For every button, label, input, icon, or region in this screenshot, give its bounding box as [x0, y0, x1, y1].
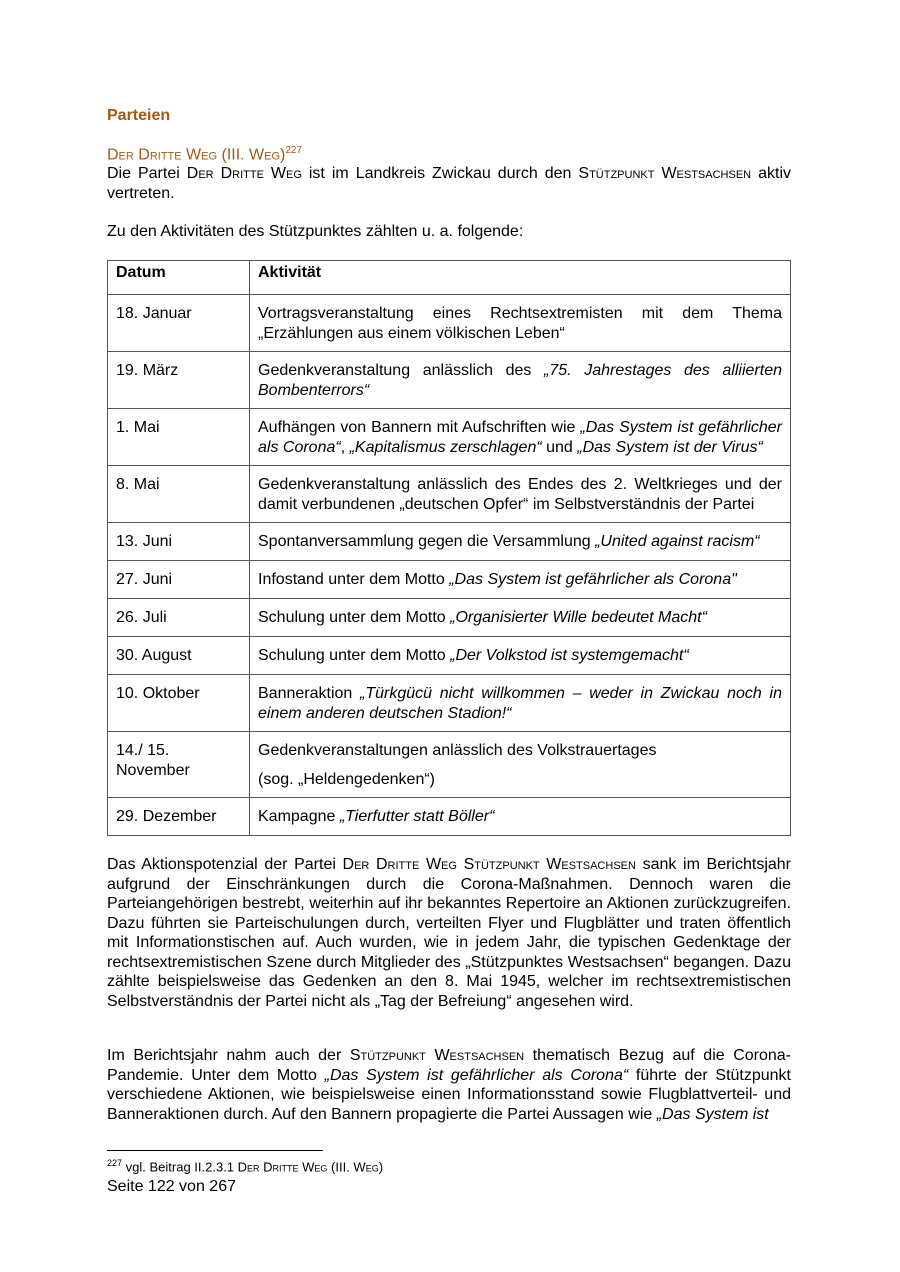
row-activity: Gedenkveranstaltung anlässlich des „75. Jahrestages des alliierten Bombenterrors“ — [250, 352, 791, 409]
header-date: Datum — [108, 261, 250, 295]
row-date: 29. Dezember — [108, 798, 250, 836]
footnote-party-name: Der Dritte Weg (III. Weg) — [237, 1159, 384, 1175]
table-row — [108, 466, 791, 523]
para2-text-2: thematisch Bezug auf die Corona-Pandemie. Unter dem Motto — [107, 1047, 791, 1084]
activities-table — [107, 260, 791, 836]
row-date: 27. Juni — [108, 561, 250, 599]
table-row — [108, 637, 791, 675]
table-row — [108, 352, 791, 409]
section-title: Parteien — [107, 107, 171, 124]
row-activity: Gedenkveranstaltungen anlässlich des Volkstrauertages (sog. „Heldengedenken“) — [250, 732, 791, 798]
table-row — [108, 732, 791, 798]
row-date: 30. August — [108, 637, 250, 675]
table-row — [108, 798, 791, 836]
row-activity: Banneraktion „Türkgücü nicht willkommen – weder in Zwickau noch in einem anderen deutschen Stadion!“ — [250, 675, 791, 732]
table-row — [108, 523, 791, 561]
row-activity: Vortragsveranstaltung eines Rechtsextremisten mit dem Thema „Erzählungen aus einem völkischen Leben“ — [250, 295, 791, 352]
para2-motto: „Das System ist gefährlicher als Corona“ — [324, 1066, 629, 1084]
row-date: 14./ 15. November — [108, 732, 250, 798]
footnote-divider — [107, 1150, 323, 1151]
body-paragraph-2 — [107, 1046, 791, 1124]
party-subtitle-text: Der Dritte Weg (III. Weg) — [107, 146, 286, 164]
table-row — [108, 599, 791, 637]
para1-text-2: sank im Berichtsjahr aufgrund der Einschränkungen durch die Corona-Maßnahmen. Dennoch waren die Parteiangehörigen bestrebt, weiterhin auf ihr bekanntes Repertoire an Aktionen zurückzugreifen. Dazu führten sie Parteischulungen durch, verteilten Flyer und Flugblätter und traten öffentlich mit Informationstischen auf. Auch wurden, wie in jedem Jahr, die typischen Gedenktage der rechtsextremistischen Szene durch Mitglieder des „Stützpunktes Westsachsen“ begangen. Dazu zählte beispielsweise das Gedenken an den 8. Mai 1945, welcher im rechtsextremistischen Selbstverständnis der Partei nicht als „Tag der Befreiung“ angesehen wird. — [107, 856, 791, 1010]
row-date: 13. Juni — [108, 523, 250, 561]
para2-text-3: führte der Stützpunkt verschiedene Aktionen, wie beispielsweise einen Informationsstand sowie Flugblattverteil- und Banneraktionen durch. Auf den Bannern propagierte die Partei Aussagen wie — [107, 1066, 791, 1123]
footnote-number: 227 — [107, 1158, 123, 1168]
para1-party-name: Der Dritte Weg Stützpunkt Westsachsen — [342, 856, 636, 873]
intro-text-3: aktiv vertreten. — [107, 165, 792, 202]
footnote — [107, 1158, 383, 1174]
header-activity: Aktivität — [250, 261, 791, 295]
intro-paragraph — [107, 164, 791, 203]
intro-stuetzpunkt-name: Stützpunkt Westsachsen — [578, 165, 752, 182]
footnote-text: vgl. Beitrag II.2.3.1 — [122, 1159, 238, 1175]
party-subtitle — [107, 145, 302, 164]
body-paragraph-1 — [107, 855, 791, 1011]
table-row — [108, 561, 791, 599]
table-header-row — [108, 261, 791, 295]
para2-quote: „Das System ist — [656, 1105, 769, 1123]
row-date: 1. Mai — [108, 409, 250, 466]
page-number: Seite 122 von 267 — [107, 1178, 236, 1195]
row-activity: Kampagne „Tierfutter statt Böller“ — [250, 798, 791, 836]
table-lead-text: Zu den Aktivitäten des Stützpunktes zählten u. a. folgende: — [107, 223, 524, 240]
row-activity: Schulung unter dem Motto „Organisierter Wille bedeutet Macht“ — [250, 599, 791, 637]
para1-text-1: Das Aktionspotenzial der Partei — [107, 856, 343, 873]
intro-party-name: Der Dritte Weg — [186, 165, 302, 182]
row-date: 10. Oktober — [108, 675, 250, 732]
table-row — [108, 675, 791, 732]
row-date: 26. Juli — [108, 599, 250, 637]
table-row — [108, 295, 791, 352]
table-row — [108, 409, 791, 466]
row-activity: Gedenkveranstaltung anlässlich des Endes des 2. Weltkrieges und der damit verbundenen „deutschen Opfer“ im Selbstverständnis der Partei — [250, 466, 791, 523]
row-date: 8. Mai — [108, 466, 250, 523]
row-activity: Spontanversammlung gegen die Versammlung „United against racism“ — [250, 523, 791, 561]
para2-stuetzpunkt-name: Stützpunkt Westsachsen — [349, 1047, 525, 1064]
row-activity: Infostand unter dem Motto „Das System ist gefährlicher als Corona" — [250, 561, 791, 599]
footnote-ref[interactable]: 227 — [285, 145, 303, 156]
row-activity: Schulung unter dem Motto „Der Volkstod ist systemgemacht“ — [250, 637, 791, 675]
row-date: 18. Januar — [108, 295, 250, 352]
intro-text-2: ist im Landkreis Zwickau durch den — [301, 165, 579, 182]
row-date: 19. März — [108, 352, 250, 409]
para2-text-1: Im Berichtsjahr nahm auch der — [107, 1047, 350, 1064]
row-activity: Aufhängen von Bannern mit Aufschriften wie „Das System ist gefährlicher als Corona“, „Kapitalismus zerschlagen“ und „Das System ist der Virus“ — [250, 409, 791, 466]
intro-text-1: Die Partei — [107, 165, 187, 182]
